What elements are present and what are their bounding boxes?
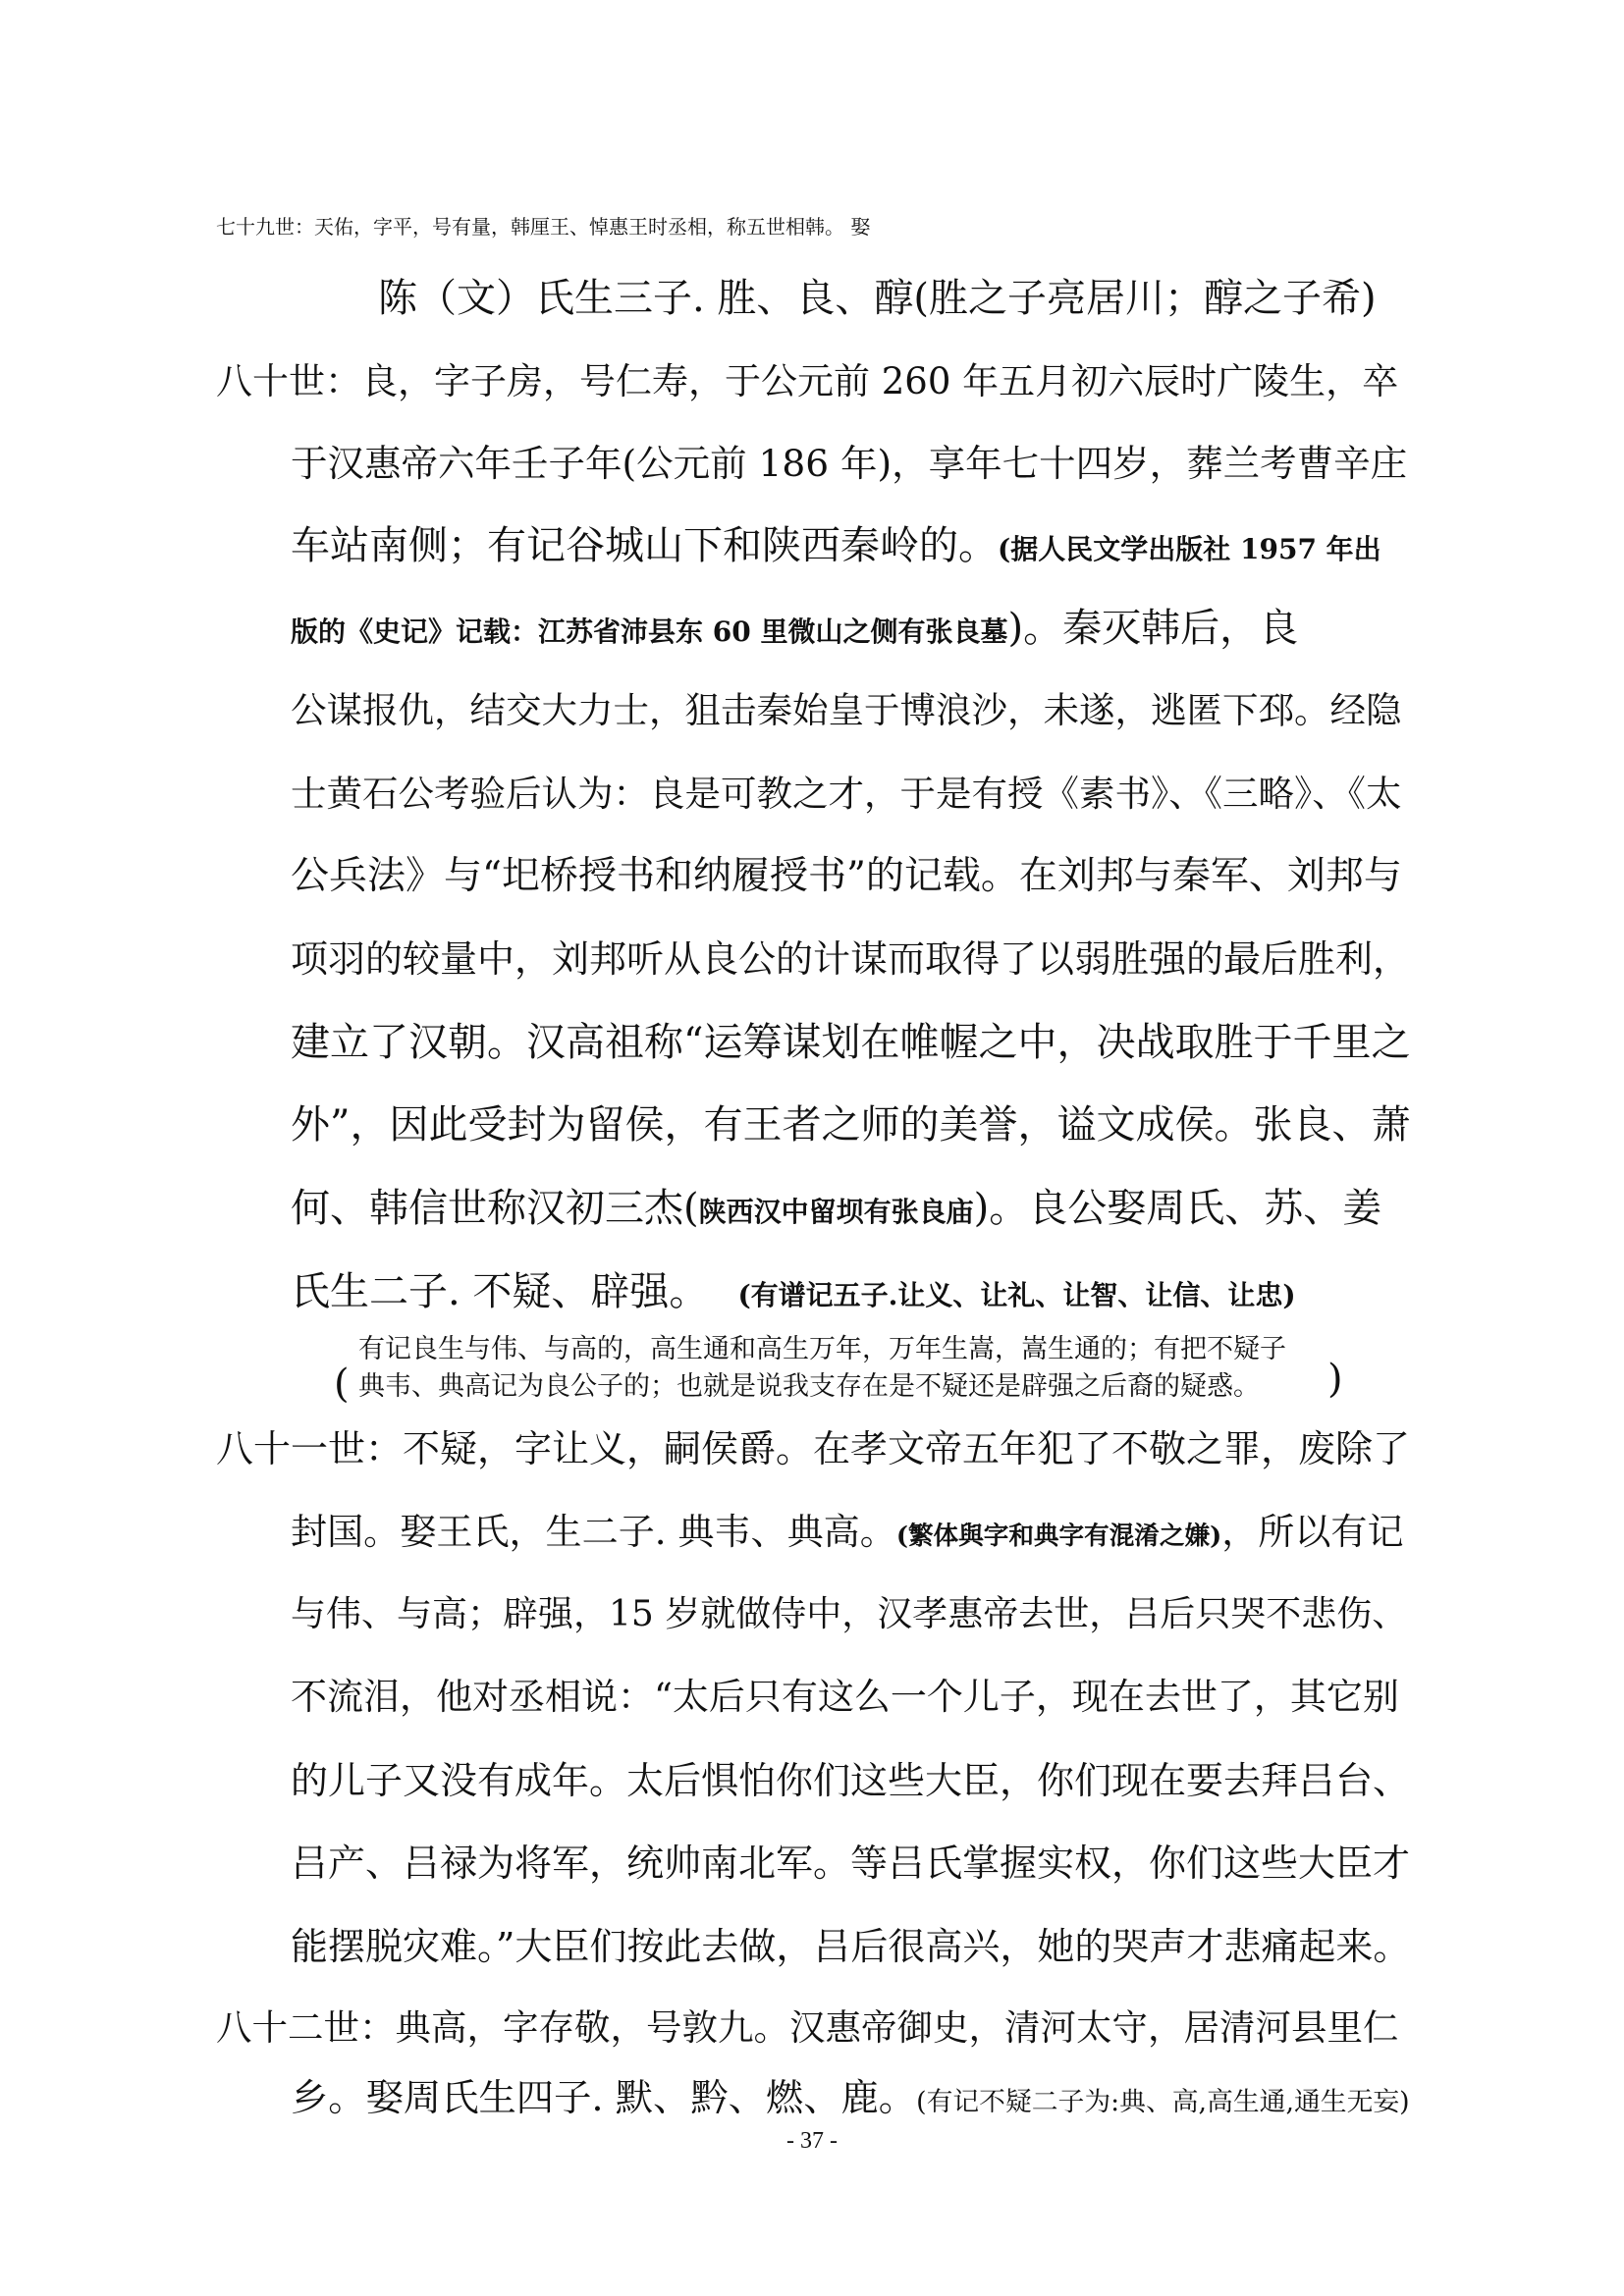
text-line-79th-gen-1: 七十九世：天佑，字平，号有量，韩厘王、悼惠王时丞相，称五世相韩。 娶 [216,215,871,239]
text-line-80th-gen-5: 公谋报仇，结交大力士，狙击秦始皇于博浪沙，未遂，逃匿下邳。经隐 [291,689,1402,731]
text-segment: ，所以有记 [1221,1511,1404,1553]
text-segment: 氏生二子. 不疑、辟强。 [291,1269,709,1314]
text-segment: 何、韩信世称汉初三杰( [291,1186,699,1231]
text-line-80th-gen-2: 于汉惠帝六年壬子年(公元前 186 年)，享年七十四岁，葬兰考曹辛庄 [291,442,1408,485]
text-line-81st-gen-7: 能摆脱灾难。”大臣们按此去做，吕后很高兴，她的哭声才悲痛起来。 [291,1925,1411,1968]
text-line-81st-gen-1: 八十一世：不疑，字让义，嗣侯爵。在孝文帝五年犯了不敬之罪，废除了 [216,1427,1411,1470]
text-line-81st-gen-3: 与伟、与高；辟强，15 岁就做侍中，汉孝惠帝去世，吕后只哭不悲伤、 [291,1594,1408,1634]
text-line-80th-gen-9: 建立了汉朝。汉高祖称“运筹谋划在帷幄之中，决战取胜于千里之 [291,1020,1411,1065]
small-note-line-1: 有记良生与伟、与高的，高生通和高生万年，万年生嵩，嵩生通的；有把不疑子 [358,1334,1286,1364]
text-line-81st-gen-2 [291,1507,1404,1562]
text-segment: 乡。娶周氏生四子. 默、黔、燃、鹿。 [291,2076,917,2120]
annotation-note: (繁体與字和典字有混淆之嫌) [895,1522,1222,1551]
text-segment: 封国。娶王氏，生二子. 典韦、典高。 [291,1511,896,1553]
text-line-81st-gen-4: 不流泪，他对丞相说：“太后只有这么一个儿子，现在去世了，其它别 [291,1676,1399,1718]
annotation-note: 版的《史记》记载：江苏省沛县东 60 里微山之侧有张良墓 [291,615,1008,648]
text-line-79th-gen-2: 陈（文）氏生三子. 胜、良、醇(胜之子亮居川；醇之子希) [378,276,1377,321]
annotation-note: 陕西汉中留坝有张良庙 [698,1196,974,1228]
text-line-82nd-gen-1: 八十二世：典高，字存敬，号敦九。汉惠帝御史，清河太守，居清河县里仁 [216,2006,1399,2049]
paren-left: ( [334,1362,350,1407]
paren-right: ) [1327,1357,1343,1402]
text-line-81st-gen-5: 的儿子又没有成年。太后惧怕你们这些大臣，你们现在要去拜吕台、 [291,1759,1411,1802]
text-segment: )。良公娶周氏、苏、姜 [973,1186,1382,1231]
text-line-80th-gen-7: 公兵法》与“圯桥授书和纳履授书”的记载。在刘邦与秦军、刘邦与 [291,854,1402,898]
text-line-80th-gen-1: 八十世：良，字子房，号仁寿，于公元前 260 年五月初六辰时广陵生，卒 [216,360,1399,402]
text-line-80th-gen-11 [291,1183,1381,1238]
annotation-note: (据人民文学出版社 1957 年出 [998,533,1381,565]
annotation-note: (有记不疑二子为:典、高,高生通,通生无妄) [916,2087,1410,2117]
annotation-note: (有谱记五子.让义、让礼、让智、让信、让忠) [737,1279,1296,1311]
small-note-line-2: 典韦、典高记为良公子的；也就是说我支存在是不疑还是辟强之后裔的疑惑。 [358,1371,1260,1402]
text-line-80th-gen-10: 外”，因此受封为留侯，有王者之师的美誉，谥文成侯。张良、萧 [291,1102,1411,1148]
text-segment: 车站南侧；有记谷城山下和陕西秦岭的。 [291,523,998,568]
text-line-80th-gen-3 [291,520,1381,575]
text-segment: )。秦灭韩后，良 [1007,606,1299,651]
text-line-80th-gen-12 [291,1266,1296,1321]
text-line-80th-gen-8: 项羽的较量中，刘邦听从良公的计谋而取得了以弱胜强的最后胜利， [291,937,1411,981]
page-number: - 37 - [786,2128,838,2154]
text-line-80th-gen-4 [291,603,1298,658]
text-line-82nd-gen-2 [291,2073,1410,2128]
text-line-81st-gen-6: 吕产、吕禄为将军，统帅南北军。等吕氏掌握实权，你们这些大臣才 [291,1842,1411,1885]
text-line-80th-gen-6: 士黄石公考验后认为：良是可教之才，于是有授《素书》、《三略》、《太 [291,773,1402,815]
